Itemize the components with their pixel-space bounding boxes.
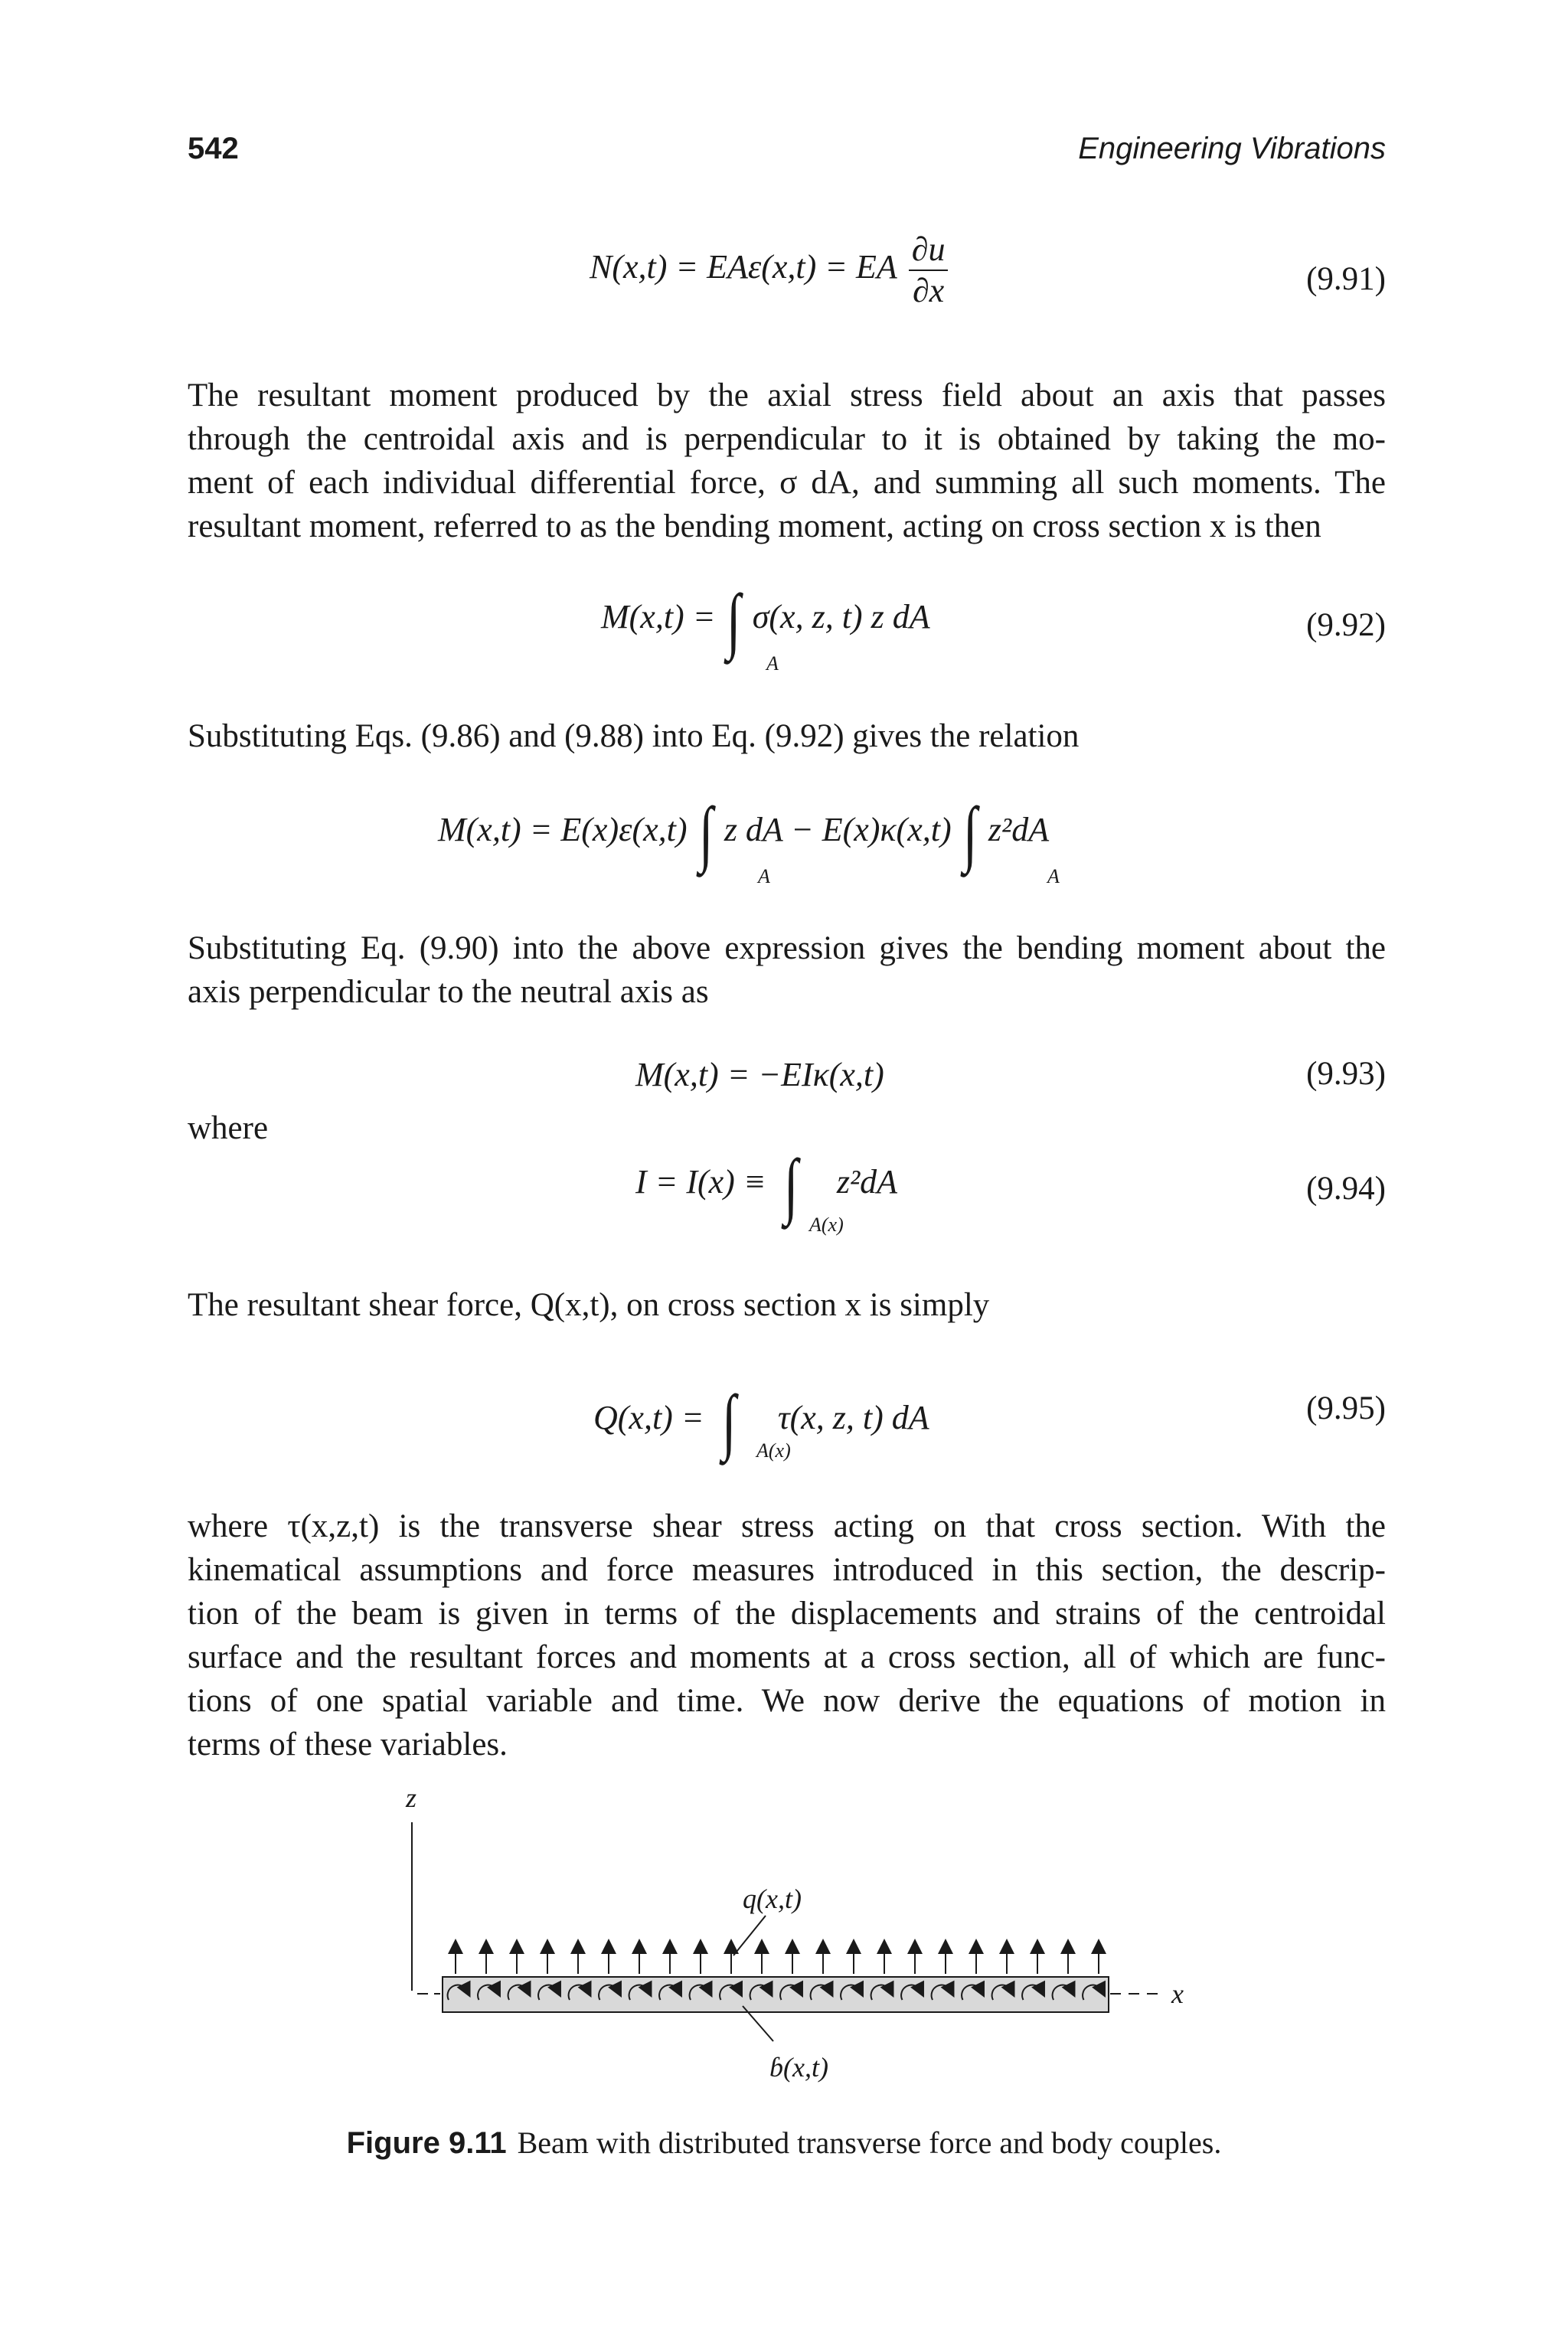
equation-9-93: M(x,t) = −EIκ(x,t) [635, 1056, 884, 1093]
figure-caption [0, 2125, 1568, 2161]
beam-figure [383, 1776, 1225, 2098]
paragraph-substitution: Substituting Eqs. (9.86) and (9.88) into Eq. (9.92) gives the relation [188, 718, 1080, 754]
equation-9-92 [601, 579, 930, 661]
fraction-numerator: ∂u [909, 230, 949, 271]
equation-number: (9.91) [1306, 261, 1386, 297]
text-line: tions of one spatial variable and time. We now derive the equations of motion in [188, 1683, 1386, 1719]
equation-lhs: M(x,t) = [601, 598, 716, 636]
x-axis-label: x [1171, 1978, 1184, 2009]
equation-9-91 [590, 230, 951, 311]
equation-unnumbered [438, 792, 1050, 874]
text-line: tion of the beam is given in terms of the displacements and strains of the centroidal [188, 1596, 1386, 1632]
caption-label: Figure 9.11 [346, 2126, 507, 2160]
integral-limit: A [766, 652, 779, 675]
text-line: where τ(x,z,t) is the transverse shear stress acting on that cross section. With the [188, 1508, 1386, 1544]
integrand: z²dA [836, 1163, 898, 1201]
equation-number: (9.93) [1306, 1056, 1386, 1092]
text-line: ment of each individual differential force, σ dA, and summing all such moments. The [188, 465, 1386, 501]
equation-part: z dA − E(x)κ(x,t) [724, 811, 952, 849]
integral-sign: ∫ [698, 792, 713, 874]
integral-limit: A [1047, 865, 1060, 887]
integral-sign: ∫ [962, 792, 977, 874]
running-title: Engineering Vibrations [1078, 132, 1386, 165]
equation-number: (9.95) [1306, 1390, 1386, 1426]
integrand: τ(x, z, t) dA [777, 1399, 929, 1437]
load-label: q(x,t) [743, 1884, 802, 1914]
caption-text: Beam with distributed transverse force and body couples. [517, 2125, 1222, 2160]
equation-part: M(x,t) = E(x)ε(x,t) [438, 811, 688, 849]
integral-sign: ∫ [727, 579, 741, 661]
equation-part: z²dA [988, 811, 1050, 849]
text-line: surface and the resultant forces and moments at a cross section, all of which are func- [188, 1639, 1386, 1675]
paragraph-kinematics [188, 1505, 1386, 1766]
text-line: kinematical assumptions and force measures introduced in this section, the descrip- [188, 1552, 1386, 1588]
fraction-denominator: ∂x [912, 272, 945, 309]
text-line: Substituting Eq. (9.90) into the above expression gives the bending moment about the [188, 930, 1386, 966]
load-leader [733, 1916, 766, 1955]
integrand: σ(x, z, t) z dA [752, 598, 930, 636]
integral-sign: ∫ [721, 1380, 736, 1462]
paragraph-bending-about-axis [188, 926, 1386, 1014]
integral-limit: A(x) [809, 1214, 844, 1236]
paragraph-shear-force: The resultant shear force, Q(x,t), on cross section x is simply [188, 1287, 990, 1323]
text-line: axis perpendicular to the neutral axis as [188, 974, 709, 1010]
equation-number: (9.94) [1306, 1171, 1386, 1207]
equation-lhs: Q(x,t) = [593, 1399, 704, 1437]
equation-number: (9.92) [1306, 607, 1386, 643]
integral-sign: ∫ [783, 1144, 798, 1226]
couple-label: ɓ(x,t) [769, 2052, 828, 2083]
text-line: resultant moment, referred to as the bending moment, acting on cross section x is then [188, 508, 1321, 544]
beam [443, 1977, 1109, 2012]
distributed-load-arrows [456, 1946, 1099, 1974]
fraction [909, 230, 949, 311]
text-line: terms of these variables. [188, 1727, 508, 1763]
z-axis-label: z [406, 1782, 417, 1813]
paragraph-bending-moment [188, 374, 1386, 548]
integral-limit: A [758, 865, 770, 887]
where-label: where [188, 1110, 269, 1146]
text-line: The resultant moment produced by the axial stress field about an axis that passes [188, 377, 1386, 413]
equation-lhs: N(x,t) = EAε(x,t) = EA [590, 248, 897, 286]
equation-lhs: I = I(x) ≡ [635, 1163, 766, 1201]
page-number: 542 [188, 132, 239, 165]
integral-limit: A(x) [756, 1439, 791, 1462]
text-line: through the centroidal axis and is perpendicular to it is obtained by taking the mo- [188, 421, 1386, 457]
